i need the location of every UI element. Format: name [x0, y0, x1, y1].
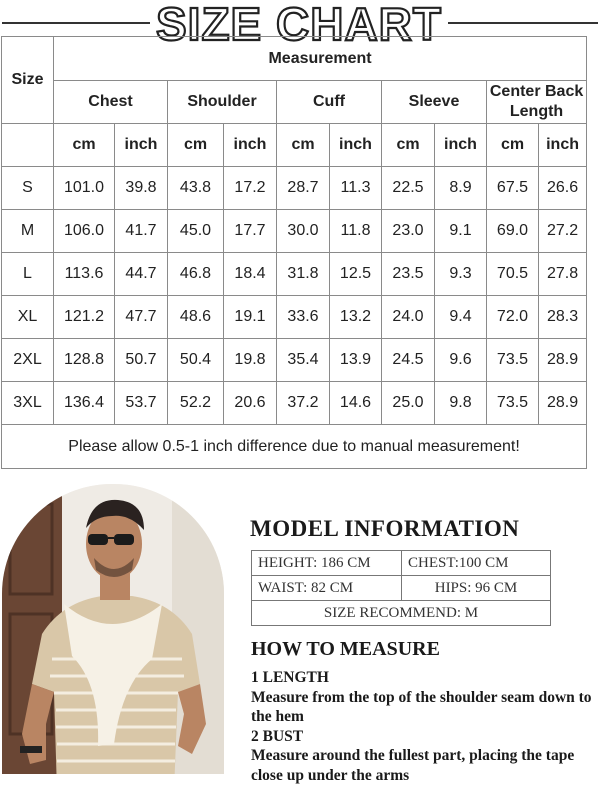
table-cell: 67.5: [487, 167, 539, 210]
table-cell: 18.4: [224, 253, 277, 296]
table-cell: 27.8: [539, 253, 587, 296]
model-size-recommend: SIZE RECOMMEND: M: [252, 601, 551, 626]
table-cell: 27.2: [539, 210, 587, 253]
howto-heading-length: 1 LENGTH: [251, 669, 329, 686]
measurement-note: Please allow 0.5-1 inch difference due to manual measurement!: [2, 425, 587, 469]
unit-inch: inch: [330, 124, 382, 167]
table-cell: 13.2: [330, 296, 382, 339]
size-label: L: [2, 253, 54, 296]
table-row: [2, 339, 587, 382]
table-cell: 73.5: [487, 339, 539, 382]
table-cell: 11.3: [330, 167, 382, 210]
table-cell: 17.2: [224, 167, 277, 210]
table-cell: 37.2: [277, 382, 330, 425]
table-cell: 28.9: [539, 339, 587, 382]
table-cell: 9.8: [435, 382, 487, 425]
table-cell: 9.4: [435, 296, 487, 339]
table-cell: 26.6: [539, 167, 587, 210]
column-header-shoulder: Shoulder: [168, 81, 277, 124]
model-illustration: [2, 484, 224, 791]
unit-spacer: [2, 124, 54, 167]
howto-text-bust: Measure around the fullest part, placing the tape close up under the arms: [251, 747, 575, 784]
measurement-header: Measurement: [54, 37, 587, 81]
table-cell: 30.0: [277, 210, 330, 253]
table-cell: 128.8: [54, 339, 115, 382]
table-cell: 45.0: [168, 210, 224, 253]
watch-icon: [20, 746, 42, 753]
unit-inch: inch: [539, 124, 587, 167]
table-cell: 31.8: [277, 253, 330, 296]
model-info-table: [251, 550, 551, 626]
table-cell: 48.6: [168, 296, 224, 339]
table-cell: 70.5: [487, 253, 539, 296]
table-cell: 17.7: [224, 210, 277, 253]
table-cell: 24.5: [382, 339, 435, 382]
model-hips: HIPS: 96 CM: [402, 576, 551, 601]
table-cell: 11.8: [330, 210, 382, 253]
table-cell: 101.0: [54, 167, 115, 210]
table-row: [2, 253, 587, 296]
table-cell: 46.8: [168, 253, 224, 296]
how-to-measure-list: [251, 668, 596, 786]
table-cell: 28.3: [539, 296, 587, 339]
size-label: XL: [2, 296, 54, 339]
page-title: SIZE CHART: [156, 0, 442, 50]
column-header-center-back-length: Center Back Length: [487, 81, 587, 124]
unit-cm: cm: [168, 124, 224, 167]
size-header: Size: [2, 37, 54, 124]
table-cell: 44.7: [115, 253, 168, 296]
howto-heading-bust: 2 BUST: [251, 727, 304, 745]
table-row: [2, 210, 587, 253]
table-cell: 52.2: [168, 382, 224, 425]
table-cell: 73.5: [487, 382, 539, 425]
unit-inch: inch: [435, 124, 487, 167]
unit-cm: cm: [382, 124, 435, 167]
size-label: S: [2, 167, 54, 210]
table-cell: 53.7: [115, 382, 168, 425]
table-cell: 136.4: [54, 382, 115, 425]
table-cell: 19.1: [224, 296, 277, 339]
unit-inch: inch: [115, 124, 168, 167]
table-cell: 113.6: [54, 253, 115, 296]
model-waist: WAIST: 82 CM: [252, 576, 402, 601]
unit-cm: cm: [277, 124, 330, 167]
table-cell: 24.0: [382, 296, 435, 339]
table-cell: 28.7: [277, 167, 330, 210]
table-cell: 8.9: [435, 167, 487, 210]
table-cell: 121.2: [54, 296, 115, 339]
how-to-measure-title: HOW TO MEASURE: [251, 638, 440, 660]
unit-inch: inch: [224, 124, 277, 167]
model-chest: CHEST:100 CM: [402, 551, 551, 576]
table-cell: 69.0: [487, 210, 539, 253]
table-cell: 12.5: [330, 253, 382, 296]
table-cell: 23.5: [382, 253, 435, 296]
model-height: HEIGHT: 186 CM: [252, 551, 402, 576]
table-cell: 39.8: [115, 167, 168, 210]
table-cell: 33.6: [277, 296, 330, 339]
column-header-chest: Chest: [54, 81, 168, 124]
howto-text-length: Measure from the top of the shoulder seam down to the hem: [251, 688, 592, 726]
table-cell: 35.4: [277, 339, 330, 382]
title-divider-left: [2, 22, 150, 24]
column-header-cuff: Cuff: [277, 81, 382, 124]
size-chart-table: [1, 36, 587, 469]
model-info-title: MODEL INFORMATION: [250, 516, 520, 541]
table-cell: 50.4: [168, 339, 224, 382]
unit-cm: cm: [54, 124, 115, 167]
table-cell: 47.7: [115, 296, 168, 339]
model-photo: [2, 484, 224, 791]
table-cell: 72.0: [487, 296, 539, 339]
table-cell: 19.8: [224, 339, 277, 382]
table-cell: 43.8: [168, 167, 224, 210]
table-cell: 9.3: [435, 253, 487, 296]
table-row: [2, 382, 587, 425]
column-header-sleeve: Sleeve: [382, 81, 487, 124]
table-cell: 28.9: [539, 382, 587, 425]
unit-row: [2, 124, 587, 167]
table-cell: 9.1: [435, 210, 487, 253]
table-cell: 23.0: [382, 210, 435, 253]
table-cell: 22.5: [382, 167, 435, 210]
table-cell: 41.7: [115, 210, 168, 253]
size-label: 3XL: [2, 382, 54, 425]
table-row: [2, 167, 587, 210]
table-row: [2, 296, 587, 339]
unit-cm: cm: [487, 124, 539, 167]
table-cell: 9.6: [435, 339, 487, 382]
table-cell: 20.6: [224, 382, 277, 425]
table-cell: 50.7: [115, 339, 168, 382]
table-cell: 106.0: [54, 210, 115, 253]
table-cell: 14.6: [330, 382, 382, 425]
table-cell: 25.0: [382, 382, 435, 425]
size-label: M: [2, 210, 54, 253]
title-divider-right: [448, 22, 598, 24]
table-cell: 13.9: [330, 339, 382, 382]
size-label: 2XL: [2, 339, 54, 382]
